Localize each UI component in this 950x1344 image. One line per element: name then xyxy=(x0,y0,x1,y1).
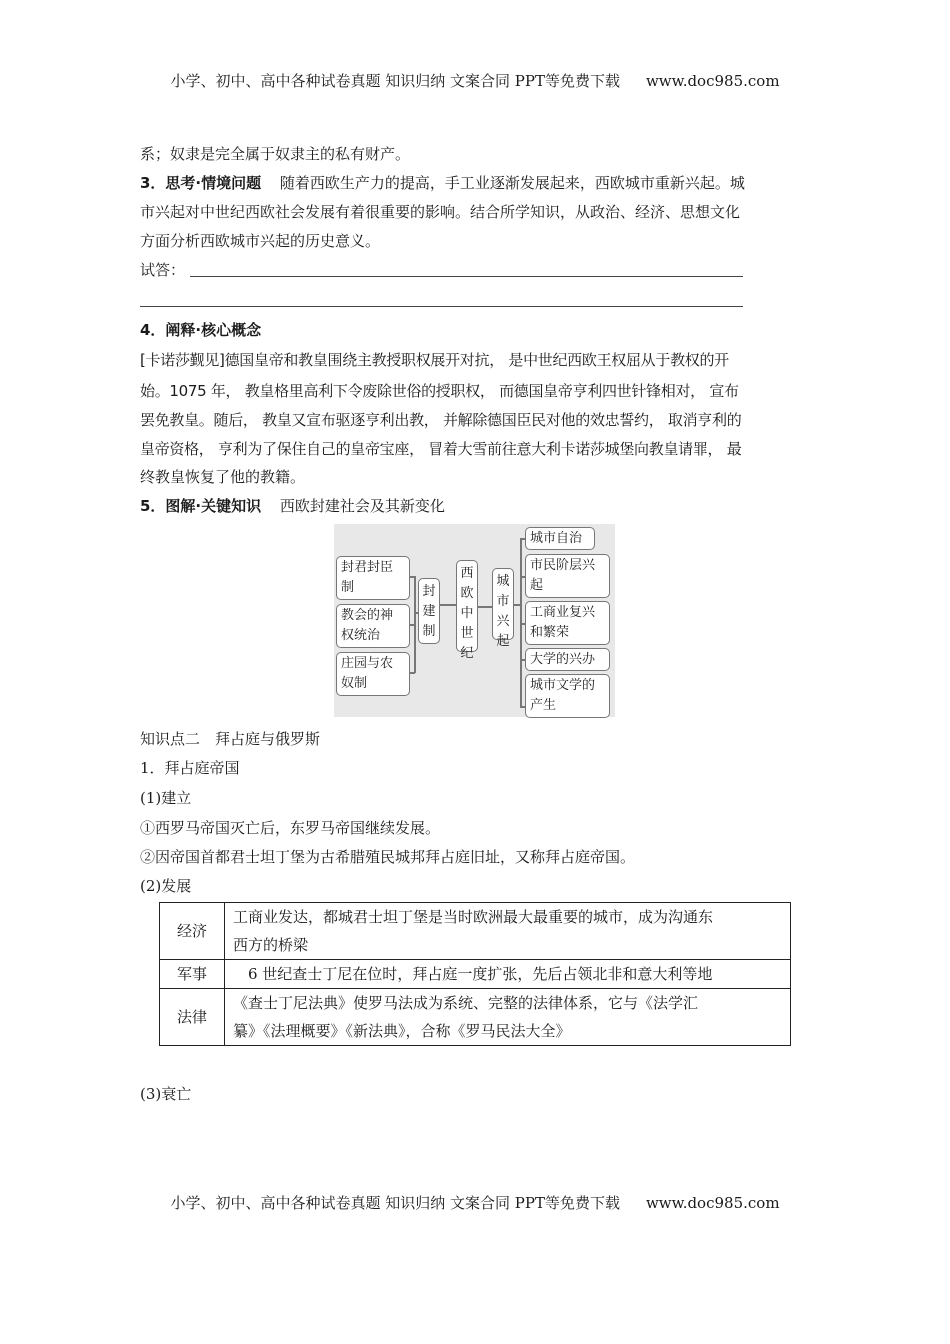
question-3-line-2: 市兴起对中世纪西欧社会发展有着很重要的影响。结合所学知识，从政治、经济、思想文化 xyxy=(140,203,741,221)
diagram-feudal-box: 封建制 xyxy=(418,578,440,644)
question-5-title: 西欧封建社会及其新变化 xyxy=(279,497,445,515)
question-4-label: 4．阐释·核心概念 xyxy=(140,321,262,339)
question-4-line-1: [卡诺莎觐见]德国皇帝和教皇围绕主教授职权展开对抗， 是中世纪西欧王权屈从于教权的开 xyxy=(140,351,729,369)
paragraph-continuation: 系；奴隶是完全属于奴隶主的私有财产。 xyxy=(140,145,411,163)
diagram-arrow-left xyxy=(440,604,456,606)
header-url[interactable]: www.doc985.com xyxy=(645,72,780,90)
question-3 xyxy=(140,169,810,198)
diagram-right-box-3: 工商业复兴和繁荣 xyxy=(525,601,610,645)
diagram-city-box: 城市兴起 xyxy=(492,568,514,640)
section-1-2-title: (2)发展 xyxy=(140,877,192,895)
knowledge-point-2: 知识点二 拜占庭与俄罗斯 xyxy=(140,730,321,748)
page-footer xyxy=(0,1192,950,1213)
diagram-arrow-right xyxy=(478,606,492,608)
table-value-economy: 工商业发达，都城君士坦丁堡是当时欧洲最大最重要的城市，成为沟通东 西方的桥梁 xyxy=(225,903,791,960)
table-row xyxy=(160,960,791,989)
footer-url[interactable]: www.doc985.com xyxy=(645,1194,780,1212)
section-1-1-item-b: ②因帝国首都君士坦丁堡为古希腊殖民城邦拜占庭旧址，又称拜占庭帝国。 xyxy=(140,848,636,866)
question-4-line-3: 罢免教皇。随后， 教皇又宣布驱逐亨利出教， 并解除德国臣民对他的效忠誓约， 取消亨利的 xyxy=(140,411,742,429)
section-1-3-title: (3)衰亡 xyxy=(140,1085,192,1103)
section-1-1-title: (1)建立 xyxy=(140,789,192,807)
question-3-line-3: 方面分析西欧城市兴起的历史意义。 xyxy=(140,232,381,250)
diagram-left-box-3: 庄园与农奴制 xyxy=(336,652,410,696)
section-1-title: 1．拜占庭帝国 xyxy=(140,759,240,777)
development-table xyxy=(159,902,791,1046)
answer-blank-1[interactable] xyxy=(190,276,743,277)
diagram-right-box-5: 城市文学的产生 xyxy=(525,674,610,718)
question-3-label: 3．思考·情境问题 xyxy=(140,174,262,192)
table-key-military: 军事 xyxy=(160,960,225,989)
answer-label: 试答： xyxy=(140,261,186,279)
table-value-law: 《查士丁尼法典》使罗马法成为系统、完整的法律体系，它与《法学汇 纂》《法理概要》《新法典》，合称《罗马民法大全》 xyxy=(225,989,791,1046)
diagram-right-box-1: 城市自治 xyxy=(525,527,595,550)
question-3-text: 随着西欧生产力的提高，手工业逐渐发展起来，西欧城市重新兴起。城 xyxy=(279,174,745,192)
diagram-right-box-2: 市民阶层兴起 xyxy=(525,554,610,598)
question-5 xyxy=(140,492,810,521)
diagram-right-box-4: 大学的兴办 xyxy=(525,648,610,671)
footer-text: 小学、初中、高中各种试卷真题 知识归纳 文案合同 PPT等免费下载 xyxy=(170,1194,620,1212)
table-key-law: 法律 xyxy=(160,989,225,1046)
diagram-left-box-1: 封君封臣制 xyxy=(336,556,410,600)
table-value-military: 6 世纪查士丁尼在位时，拜占庭一度扩张，先后占领北非和意大利等地 xyxy=(225,960,791,989)
page-header xyxy=(0,70,950,91)
diagram-left-box-2: 教会的神权统治 xyxy=(336,604,410,648)
header-text: 小学、初中、高中各种试卷真题 知识归纳 文案合同 PPT等免费下载 xyxy=(170,72,620,90)
diagram-center-box: 西欧中世纪 xyxy=(456,560,478,652)
table-key-economy: 经济 xyxy=(160,903,225,960)
table-row xyxy=(160,903,791,960)
table-row xyxy=(160,989,791,1046)
section-1-1-item-a: ①西罗马帝国灭亡后，东罗马帝国继续发展。 xyxy=(140,819,441,837)
question-4-line-2: 始。1075 年， 教皇格里高利下令废除世俗的授职权， 而德国皇帝亨利四世针锋相对， 宣布 xyxy=(140,382,739,400)
question-4-line-4: 皇帝资格， 亨利为了保住自己的皇帝宝座， 冒着大雪前往意大利卡诺莎城堡向教皇请罪， 最 xyxy=(140,440,742,458)
question-4-line-5: 终教皇恢复了他的教籍。 xyxy=(140,468,306,486)
feudal-society-diagram xyxy=(334,524,615,717)
answer-blank-2[interactable] xyxy=(140,306,743,307)
question-5-label: 5．图解·关键知识 xyxy=(140,497,262,515)
